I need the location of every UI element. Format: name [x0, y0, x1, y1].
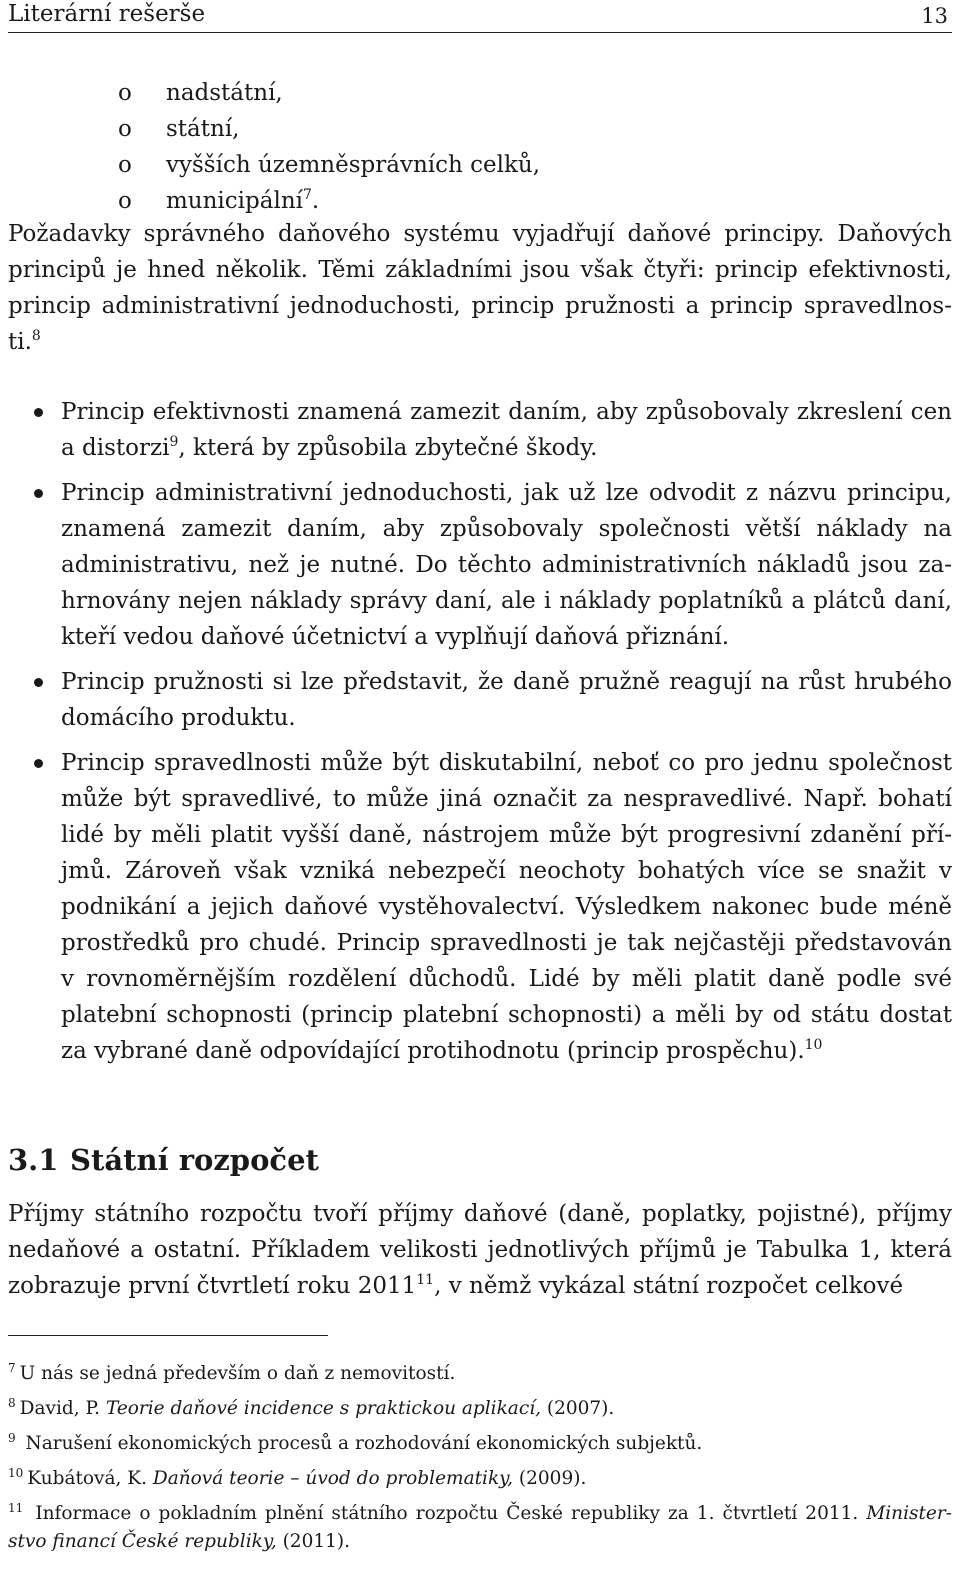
footnote-separator — [8, 1335, 328, 1336]
list-item: Princip administrativní jednoduchosti, jak už lze odvodit z názvu principu, znamená zamezit daním, aby způsobovaly společnosti větší náklady na administrativu, než je nutné. Do těchto administrativních nákladů jsou zahrnovány nejen náklady správy daní, ale i náklady poplatníků a plátců daní, kteří vedou daňové účetnictví a vyplňují daňová přiznání. — [8, 475, 952, 655]
list-item: o vyšších územněsprávních celků, — [118, 147, 938, 183]
list-marker: o — [118, 116, 132, 142]
list-item: o státní, — [118, 111, 938, 147]
list-item: Princip pružnosti si lze představit, že daně pružně reagují na růst hrubého domácího produktu. — [8, 664, 952, 736]
footnote: $^{11}$ Informace o pokladním plnění státního rozpočtu České republiky za 1. čtvrtletí 2011. Ministerstvo financí České republiky, (2011). — [8, 1501, 952, 1552]
header-title: Literární rešerše — [8, 1, 206, 27]
footnote: $^9$ Narušení ekonomických procesů a rozhodování ekonomických subjektů. — [8, 1431, 703, 1454]
list-marker: o — [118, 152, 132, 178]
sub-list — [118, 75, 938, 219]
section-number: 3.1 — [8, 1143, 59, 1177]
footnote-ref[interactable]: 11 — [416, 1272, 435, 1288]
list-marker: o — [118, 80, 132, 106]
list-marker: o — [118, 188, 132, 214]
footnote: $^{10}$ Kubátová, K. Daňová teorie – úvod do problematiky, (2009). — [8, 1466, 587, 1489]
footnote: $^8$ David, P. Teorie daňové incidence s praktickou aplikací, (2007). — [8, 1396, 615, 1419]
list-item: o municipální$^7$. — [118, 183, 938, 219]
section-heading — [8, 1140, 319, 1180]
principles-list — [8, 394, 952, 1078]
list-item: o nadstátní, — [118, 75, 938, 111]
page-number: 13 — [921, 4, 948, 28]
footnotes — [8, 1360, 952, 1563]
footnote-ref[interactable]: 7 — [303, 187, 312, 203]
bullet-icon — [34, 678, 43, 687]
intro-paragraph: Požadavky správného daňového systému vyjadřují daňové principy. Daňových principů je hned několik. Těmi základními jsou však čtyři: princip efektivnosti, princip administrativní jednoduchosti, princip pružnosti a princip spravedlnosti.$^8$ — [8, 221, 952, 355]
list-item: Princip efektivnosti znamená zamezit daním, aby způsobovaly zkreslení cen a distorzi$^9$, která by způsobila zbytečné škody. — [8, 394, 952, 466]
bullet-icon — [34, 408, 43, 417]
footnote-ref[interactable]: 8 — [31, 328, 41, 344]
footnote-ref[interactable]: 9 — [169, 434, 179, 450]
section-paragraph: Příjmy státního rozpočtu tvoří příjmy daňové (daně, poplatky, pojistné), příjmy nedaňové a ostatní. Příkladem velikosti jednotlivých příjmů je Tabulka 1, která zobrazuje první čtvrtletí roku 2011$^{11}$, v němž vykázal státní rozpočet celkové — [8, 1201, 952, 1299]
bullet-icon — [34, 489, 43, 498]
page-header — [8, 0, 952, 33]
footnote: $^7$ U nás se jedná především o daň z nemovitostí. — [8, 1361, 456, 1384]
bullet-icon — [34, 759, 43, 768]
footnote-ref[interactable]: 10 — [804, 1037, 823, 1053]
list-item: Princip spravedlnosti může být diskutabilní, neboť co pro jednu společnost může být spravedlivé, to může jiná označit za nespravedlivé. Např. bohatí lidé by měli platit vyšší daně, nástrojem může být progresivní zdanění příjmů. Zároveň však vzniká nebezpečí neochoty bohatých více se snažit v podnikání a jejich daňové vystěhovalectví. Výsledkem nakonec bude méně prostředků pro chudé. Princip spravedlnosti je tak nejčastěji představován v rovnoměrnějším rozdělení důchodů. Lidé by měli platit daně podle své platební schopnosti (princip platební schopnosti) a měli by od státu dostat za vybrané daně odpovídající protihodnotu (princip prospěchu).$^{10}$ — [8, 745, 952, 1069]
section-title: Státní rozpočet — [70, 1143, 319, 1177]
